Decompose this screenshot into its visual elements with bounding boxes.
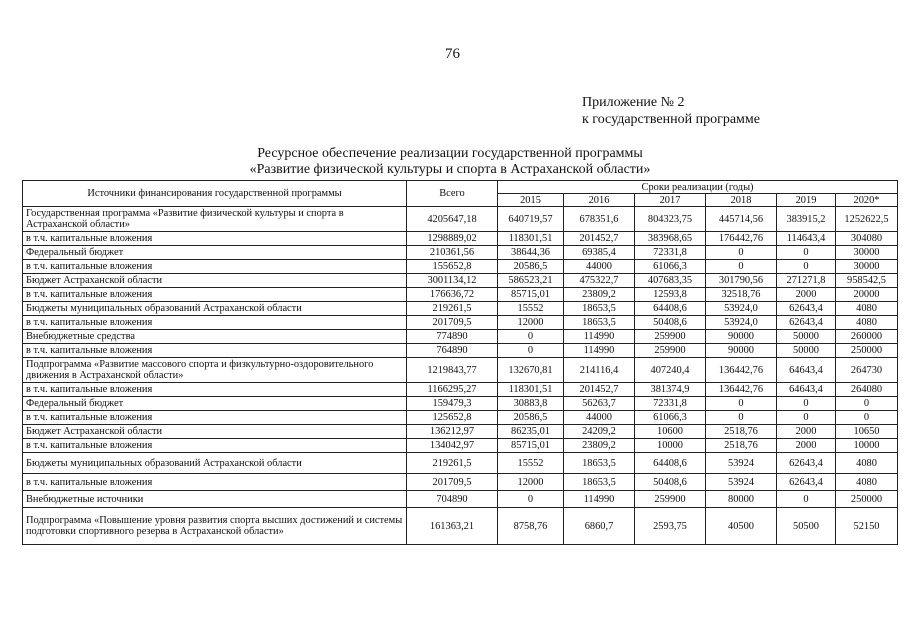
row-source: Бюджеты муниципальных образований Астраханской области [23, 453, 407, 474]
row-year-value: 114990 [564, 491, 635, 508]
title-line-2: «Развитие физической культуры и спорта в Астраханской области» [249, 162, 651, 177]
row-year-value: 301790,56 [706, 274, 777, 288]
row-year-value: 90000 [706, 330, 777, 344]
row-year-value: 18653,5 [564, 316, 635, 330]
row-year-value: 30883,8 [498, 397, 564, 411]
table-body [23, 207, 898, 545]
row-year-value: 0 [836, 397, 898, 411]
row-year-value: 0 [777, 397, 836, 411]
table-row [23, 330, 898, 344]
row-year-value: 72331,8 [635, 246, 706, 260]
row-year-value: 958542,5 [836, 274, 898, 288]
row-source: в т.ч. капитальные вложения [23, 344, 407, 358]
row-source: Федеральный бюджет [23, 397, 407, 411]
table-row [23, 358, 898, 383]
row-year-value: 1252622,5 [836, 207, 898, 232]
row-total: 4205647,18 [407, 207, 498, 232]
row-year-value: 4080 [836, 316, 898, 330]
row-year-value: 86235,01 [498, 425, 564, 439]
row-year-value: 62643,4 [777, 474, 836, 491]
row-total: 764890 [407, 344, 498, 358]
row-year-value: 804323,75 [635, 207, 706, 232]
row-source: Подпрограмма «Повышение уровня развития спорта высших достижений и системы подготовки спортивного резерва в Астраханской области» [23, 508, 407, 545]
row-year-value: 475322,7 [564, 274, 635, 288]
table-row [23, 288, 898, 302]
row-year-value: 0 [836, 411, 898, 425]
row-total: 176636,72 [407, 288, 498, 302]
row-year-value: 12000 [498, 474, 564, 491]
row-year-value: 50000 [777, 344, 836, 358]
table-row [23, 344, 898, 358]
row-year-value: 114990 [564, 344, 635, 358]
row-year-value: 114643,4 [777, 232, 836, 246]
row-year-value: 62643,4 [777, 316, 836, 330]
row-source: Бюджет Астраханской области [23, 274, 407, 288]
header-year: 2020* [836, 194, 898, 207]
row-year-value: 18653,5 [564, 474, 635, 491]
table-row [23, 474, 898, 491]
header-year: 2019 [777, 194, 836, 207]
row-year-value: 85715,01 [498, 439, 564, 453]
row-year-value: 407240,4 [635, 358, 706, 383]
row-year-value: 61066,3 [635, 411, 706, 425]
row-source: в т.ч. капитальные вложения [23, 411, 407, 425]
row-total: 161363,21 [407, 508, 498, 545]
row-year-value: 136442,76 [706, 358, 777, 383]
funding-table [22, 180, 898, 545]
row-year-value: 53924 [706, 453, 777, 474]
row-year-value: 259900 [635, 491, 706, 508]
header-year: 2016 [564, 194, 635, 207]
table-row [23, 246, 898, 260]
table-row [23, 274, 898, 288]
header-year: 2018 [706, 194, 777, 207]
row-year-value: 0 [498, 491, 564, 508]
row-year-value: 640719,57 [498, 207, 564, 232]
row-year-value: 381374,9 [635, 383, 706, 397]
row-year-value: 50408,6 [635, 316, 706, 330]
row-year-value: 53924,0 [706, 316, 777, 330]
row-year-value: 64643,4 [777, 383, 836, 397]
row-year-value: 445714,56 [706, 207, 777, 232]
row-year-value: 56263,7 [564, 397, 635, 411]
row-year-value: 15552 [498, 453, 564, 474]
row-year-value: 64408,6 [635, 453, 706, 474]
header-source: Источники финансирования государственной программы [23, 181, 407, 207]
document-title [150, 146, 750, 178]
row-year-value: 0 [777, 260, 836, 274]
row-year-value: 52150 [836, 508, 898, 545]
row-year-value: 44000 [564, 411, 635, 425]
row-year-value: 214116,4 [564, 358, 635, 383]
row-year-value: 264730 [836, 358, 898, 383]
row-total: 219261,5 [407, 453, 498, 474]
row-year-value: 250000 [836, 344, 898, 358]
row-total: 219261,5 [407, 302, 498, 316]
page-number: 76 [445, 46, 460, 62]
table-row [23, 453, 898, 474]
header-year: 2015 [498, 194, 564, 207]
row-year-value: 118301,51 [498, 383, 564, 397]
row-year-value: 20586,5 [498, 260, 564, 274]
row-year-value: 0 [777, 491, 836, 508]
row-source: в т.ч. капитальные вложения [23, 288, 407, 302]
row-year-value: 53924,0 [706, 302, 777, 316]
row-year-value: 24209,2 [564, 425, 635, 439]
row-total: 155652,8 [407, 260, 498, 274]
row-year-value: 4080 [836, 453, 898, 474]
row-year-value: 80000 [706, 491, 777, 508]
row-total: 134042,97 [407, 439, 498, 453]
row-year-value: 30000 [836, 246, 898, 260]
row-year-value: 15552 [498, 302, 564, 316]
row-total: 774890 [407, 330, 498, 344]
row-year-value: 64643,4 [777, 358, 836, 383]
row-total: 1298889,02 [407, 232, 498, 246]
row-year-value: 4080 [836, 302, 898, 316]
row-year-value: 10000 [635, 439, 706, 453]
row-source: Государственная программа «Развитие физической культуры и спорта в Астраханской области» [23, 207, 407, 232]
row-total: 3001134,12 [407, 274, 498, 288]
row-source: в т.ч. капитальные вложения [23, 474, 407, 491]
row-year-value: 18653,5 [564, 453, 635, 474]
row-year-value: 30000 [836, 260, 898, 274]
row-year-value: 23809,2 [564, 439, 635, 453]
row-year-value: 64408,6 [635, 302, 706, 316]
table-row [23, 425, 898, 439]
row-source: в т.ч. капитальные вложения [23, 383, 407, 397]
table-row [23, 411, 898, 425]
row-year-value: 18653,5 [564, 302, 635, 316]
row-year-value: 0 [706, 397, 777, 411]
row-total: 201709,5 [407, 474, 498, 491]
row-year-value: 271271,8 [777, 274, 836, 288]
row-year-value: 0 [498, 330, 564, 344]
row-year-value: 12000 [498, 316, 564, 330]
header-period: Сроки реализации (годы) [498, 181, 898, 194]
row-year-value: 201452,7 [564, 232, 635, 246]
row-year-value: 383915,2 [777, 207, 836, 232]
row-total: 125652,8 [407, 411, 498, 425]
row-year-value: 32518,76 [706, 288, 777, 302]
row-year-value: 0 [706, 260, 777, 274]
row-year-value: 23809,2 [564, 288, 635, 302]
row-year-value: 407683,35 [635, 274, 706, 288]
row-year-value: 259900 [635, 344, 706, 358]
row-year-value: 260000 [836, 330, 898, 344]
row-source: в т.ч. капитальные вложения [23, 260, 407, 274]
row-year-value: 0 [706, 246, 777, 260]
row-year-value: 53924 [706, 474, 777, 491]
row-year-value: 383968,65 [635, 232, 706, 246]
table-header [23, 181, 898, 207]
table-row [23, 439, 898, 453]
row-year-value: 2593,75 [635, 508, 706, 545]
row-year-value: 40500 [706, 508, 777, 545]
header-year: 2017 [635, 194, 706, 207]
row-year-value: 2518,76 [706, 439, 777, 453]
row-year-value: 586523,21 [498, 274, 564, 288]
row-year-value: 90000 [706, 344, 777, 358]
row-year-value: 85715,01 [498, 288, 564, 302]
row-year-value: 12593,8 [635, 288, 706, 302]
row-year-value: 0 [706, 411, 777, 425]
table-row [23, 207, 898, 232]
table-row [23, 491, 898, 508]
row-year-value: 0 [498, 344, 564, 358]
row-year-value: 50408,6 [635, 474, 706, 491]
row-year-value: 10000 [836, 439, 898, 453]
row-year-value: 2518,76 [706, 425, 777, 439]
row-year-value: 8758,76 [498, 508, 564, 545]
row-year-value: 264080 [836, 383, 898, 397]
row-year-value: 10600 [635, 425, 706, 439]
table-row [23, 232, 898, 246]
table-row [23, 260, 898, 274]
row-source: в т.ч. капитальные вложения [23, 439, 407, 453]
row-year-value: 50500 [777, 508, 836, 545]
row-year-value: 136442,76 [706, 383, 777, 397]
row-year-value: 72331,8 [635, 397, 706, 411]
row-total: 704890 [407, 491, 498, 508]
table-row [23, 383, 898, 397]
row-year-value: 2000 [777, 425, 836, 439]
row-source: Подпрограмма «Развитие массового спорта и физкультурно-оздоровительного движения в Астраханской области» [23, 358, 407, 383]
appendix-line-2: к государственной программе [582, 112, 760, 127]
row-year-value: 201452,7 [564, 383, 635, 397]
row-year-value: 0 [777, 411, 836, 425]
row-source: в т.ч. капитальные вложения [23, 232, 407, 246]
row-year-value: 62643,4 [777, 302, 836, 316]
row-source: в т.ч. капитальные вложения [23, 316, 407, 330]
row-year-value: 61066,3 [635, 260, 706, 274]
row-year-value: 114990 [564, 330, 635, 344]
row-source: Бюджеты муниципальных образований Астраханской области [23, 302, 407, 316]
row-year-value: 62643,4 [777, 453, 836, 474]
table-row [23, 508, 898, 545]
row-total: 159479,3 [407, 397, 498, 411]
row-year-value: 50000 [777, 330, 836, 344]
row-source: Внебюджетные источники [23, 491, 407, 508]
row-source: Внебюджетные средства [23, 330, 407, 344]
row-source: Бюджет Астраханской области [23, 425, 407, 439]
table-row [23, 397, 898, 411]
row-year-value: 44000 [564, 260, 635, 274]
table-row [23, 316, 898, 330]
row-source: Федеральный бюджет [23, 246, 407, 260]
row-year-value: 250000 [836, 491, 898, 508]
row-year-value: 118301,51 [498, 232, 564, 246]
row-year-value: 6860,7 [564, 508, 635, 545]
row-year-value: 678351,6 [564, 207, 635, 232]
row-year-value: 176442,76 [706, 232, 777, 246]
row-year-value: 20586,5 [498, 411, 564, 425]
row-year-value: 4080 [836, 474, 898, 491]
row-total: 1166295,27 [407, 383, 498, 397]
row-total: 136212,97 [407, 425, 498, 439]
row-year-value: 10650 [836, 425, 898, 439]
table-row [23, 302, 898, 316]
title-line-1: Ресурсное обеспечение реализации государственной программы [257, 146, 643, 161]
row-year-value: 20000 [836, 288, 898, 302]
appendix-note [582, 94, 760, 128]
appendix-line-1: Приложение № 2 [582, 95, 685, 110]
row-year-value: 304080 [836, 232, 898, 246]
row-year-value: 2000 [777, 288, 836, 302]
row-year-value: 38644,36 [498, 246, 564, 260]
header-total: Всего [407, 181, 498, 207]
row-total: 1219843,77 [407, 358, 498, 383]
row-total: 210361,56 [407, 246, 498, 260]
row-year-value: 69385,4 [564, 246, 635, 260]
row-total: 201709,5 [407, 316, 498, 330]
row-year-value: 2000 [777, 439, 836, 453]
row-year-value: 132670,81 [498, 358, 564, 383]
row-year-value: 0 [777, 246, 836, 260]
row-year-value: 259900 [635, 330, 706, 344]
